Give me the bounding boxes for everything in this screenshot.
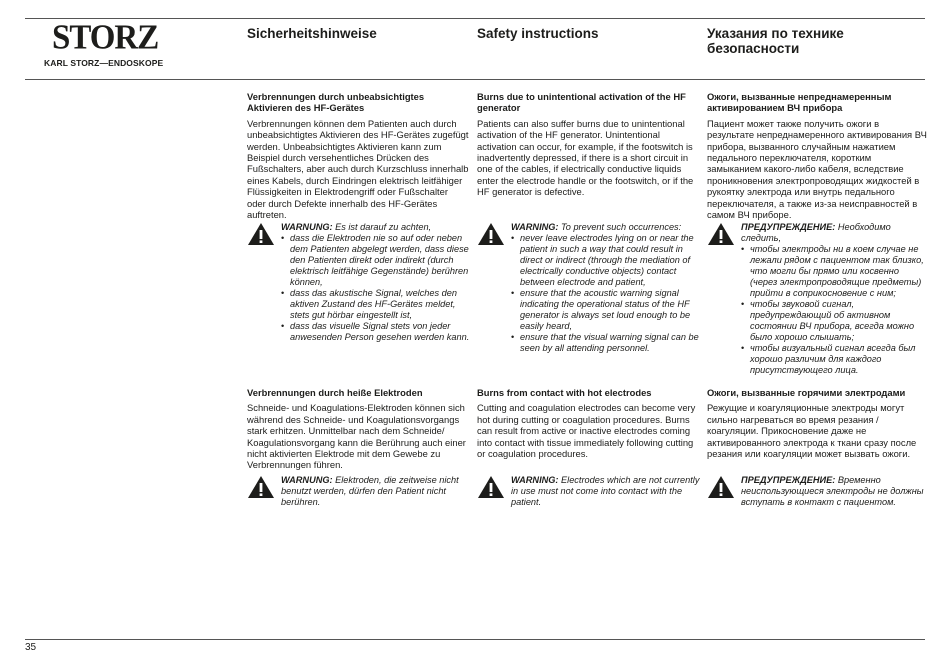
list-item: • чтобы визуальный сигнал всегда был хорошо различим для каждого присутствующего лица. xyxy=(741,343,925,376)
de-section-unintentional xyxy=(247,91,469,220)
en-section-hot-electrodes xyxy=(477,387,699,459)
header-en: Safety instructions xyxy=(477,26,599,41)
en-section-body: Patients can also suffer burns due to unintentional activation of the HF generator. Unintentional activation can occur, for example, if the footswitch is inadvertently depressed, if there is a short circuit in one of the cables, if electrically conductive liquids enter the electrode handle or the footswitch, or if the HF generator is defective. xyxy=(477,117,694,198)
ru-warning-label: ПРЕДУПРЕЖДЕНИЕ: xyxy=(741,222,836,232)
ru-warning-lead: Необходимо следить, xyxy=(741,222,891,243)
list-item: • dass das visuelle Signal stets von jeder anwesenden Person gesehen werden kann. xyxy=(281,321,473,343)
list-item: • чтобы электроды ни в коем случае не лежали рядом с пациентом так близко, что могли бы прямо или косвенно (через электропроводящие предметы) прийти в соприкосновение с ним; xyxy=(741,244,925,299)
list-item: • чтобы звуковой сигнал, предупреждающий об активном состоянии ВЧ прибора, всегда можно было хорошо слышать; xyxy=(741,299,925,343)
list-item: • ensure that the visual warning signal can be seen by all attending personnel. xyxy=(511,332,703,354)
ru-warning-2 xyxy=(707,475,925,508)
en-section-body: Cutting and coagulation electrodes can become very hot during cutting or coagulation procedures. Burns can result from active or inactive electrodes coming into contact with tissue immediately following cutting or coagulation procedures. xyxy=(477,402,696,460)
ru-section-body: Режущие и коагуляционные электроды могут сильно нагреваться во время резания / коагуляции. Прикосновение даже не активированного электрода к ткани сразу после резания или коагуляции может вызвать ожоги. xyxy=(707,402,917,460)
logo-subline: KARL STORZ—ENDOSKOPE xyxy=(44,58,164,68)
ru-section-title: Ожоги, вызванные непреднамеренным активированием ВЧ прибора xyxy=(707,91,892,114)
en-warning-label: WARNING: xyxy=(511,222,559,232)
ru-section-hot-electrodes xyxy=(707,387,927,459)
ru-warning-lead: Временно неиспользующиеся электроды не должны вступать в контакт с пациентом. xyxy=(741,475,924,507)
page-number: 35 xyxy=(25,642,37,653)
en-warning-1 xyxy=(477,222,703,354)
en-section-unintentional xyxy=(477,91,699,198)
de-section-hot-electrodes xyxy=(247,387,469,471)
ru-warning-1 xyxy=(707,222,925,376)
list-item: • never leave electrodes lying on or near the patient in such a way that could result in direct or indirect (through the mediation of electrically conductive objects) contact between electrode and patient, xyxy=(511,233,703,288)
de-warning-lead: Elektroden, die zeitweise nicht benutzt werden, dürfen den Patient nicht berühren. xyxy=(281,475,459,507)
de-warning-lead: Es ist darauf zu achten, xyxy=(332,222,432,232)
list-item: • dass das akustische Signal, welches den aktiven Zustand des HF-Gerätes meldet, stets gut hörbar eingestellt ist, xyxy=(281,288,473,321)
ru-section-title: Ожоги, вызванные горячими электродами xyxy=(707,387,906,398)
ru-section-body: Пациент может также получить ожоги в результате непреднамеренного активирования ВЧ прибора, вызванного случайным нажатием педального переключателя, коротким замыканием какого-либо кабеля, вследствие проникновения электропроводящих жидкостей в рукоятку электрода или внутрь педального переключателя, а также из-за неисправностей в самом ВЧ приборе. xyxy=(707,117,927,221)
en-warning-label: WARNING: xyxy=(511,475,559,485)
de-section-title: Verbrennungen durch unbeabsichtigtes Aktivieren des HF-Gerätes xyxy=(247,91,425,114)
header-de: Sicherheitshinweise xyxy=(247,26,377,41)
de-section-title: Verbrennungen durch heiße Elektroden xyxy=(247,387,423,398)
footer-rule xyxy=(25,639,925,640)
en-warning-2 xyxy=(477,475,703,508)
de-warning-list xyxy=(281,233,473,343)
ru-warning-list xyxy=(741,244,925,376)
header-bottom-rule xyxy=(25,79,925,80)
warning-triangle-icon xyxy=(477,475,505,499)
warning-triangle-icon xyxy=(477,222,505,246)
de-section-body: Verbrennungen können dem Patienten auch durch unbeabsichtigtes Aktivieren des HF-Gerätes zugefügt werden. Unbeabsichtigtes Aktivieren kann zum Beispiel durch versehentliches Drücken des Fußschalters, aber auch durch Kurzschluss innerhalb eines Kabels, durch Eindringen elektrisch leitfähiger Flüssigkeiten in Elektrodengriff oder Fußschalter oder durch Defekte innerhalb des HF-Gerätes auftreten. xyxy=(247,117,469,221)
header-ru: Указания по технике безопасности xyxy=(707,26,844,56)
warning-triangle-icon xyxy=(707,475,735,499)
de-warning-1 xyxy=(247,222,473,343)
top-rule xyxy=(25,18,925,19)
en-warning-lead: Electrodes which are not currently in use must not come into contact with the patient. xyxy=(511,475,700,507)
list-item: • ensure that the acoustic warning signal indicating the operational status of the HF generator is always set loud enough to be easily heard, xyxy=(511,288,703,332)
warning-triangle-icon xyxy=(247,222,275,246)
logo-wordmark: STORZ xyxy=(52,19,159,57)
de-warning-label: WARNUNG: xyxy=(281,222,333,232)
warning-triangle-icon xyxy=(247,475,275,499)
en-warning-lead: To prevent such occurrences: xyxy=(558,222,682,232)
de-warning-2 xyxy=(247,475,473,508)
ru-section-unintentional xyxy=(707,91,927,220)
list-item: • dass die Elektroden nie so auf oder neben dem Patienten abgelegt werden, dass diese den Patienten direkt oder indirekt (durch elektrisch leitfähige Gegenstände) berühren können, xyxy=(281,233,473,288)
en-section-title: Burns due to unintentional activation of the HF generator xyxy=(477,91,686,114)
warning-triangle-icon xyxy=(707,222,735,246)
ru-warning-label: ПРЕДУПРЕЖДЕНИЕ: xyxy=(741,475,836,485)
en-warning-list xyxy=(511,233,703,354)
de-section-body: Schneide- und Koagulations-Elektroden können sich während des Schneide- und Koagulationsvorgangs stark erhitzen. Unmittelbar nach dem Schneide/ Koagulationsvorgang kann die Berührung auch einer nicht aktivierten Elektrode mit dem Gewebe zu Verbrennungen führen. xyxy=(247,402,466,471)
de-warning-label: WARNUNG: xyxy=(281,475,333,485)
en-section-title: Burns from contact with hot electrodes xyxy=(477,387,652,398)
